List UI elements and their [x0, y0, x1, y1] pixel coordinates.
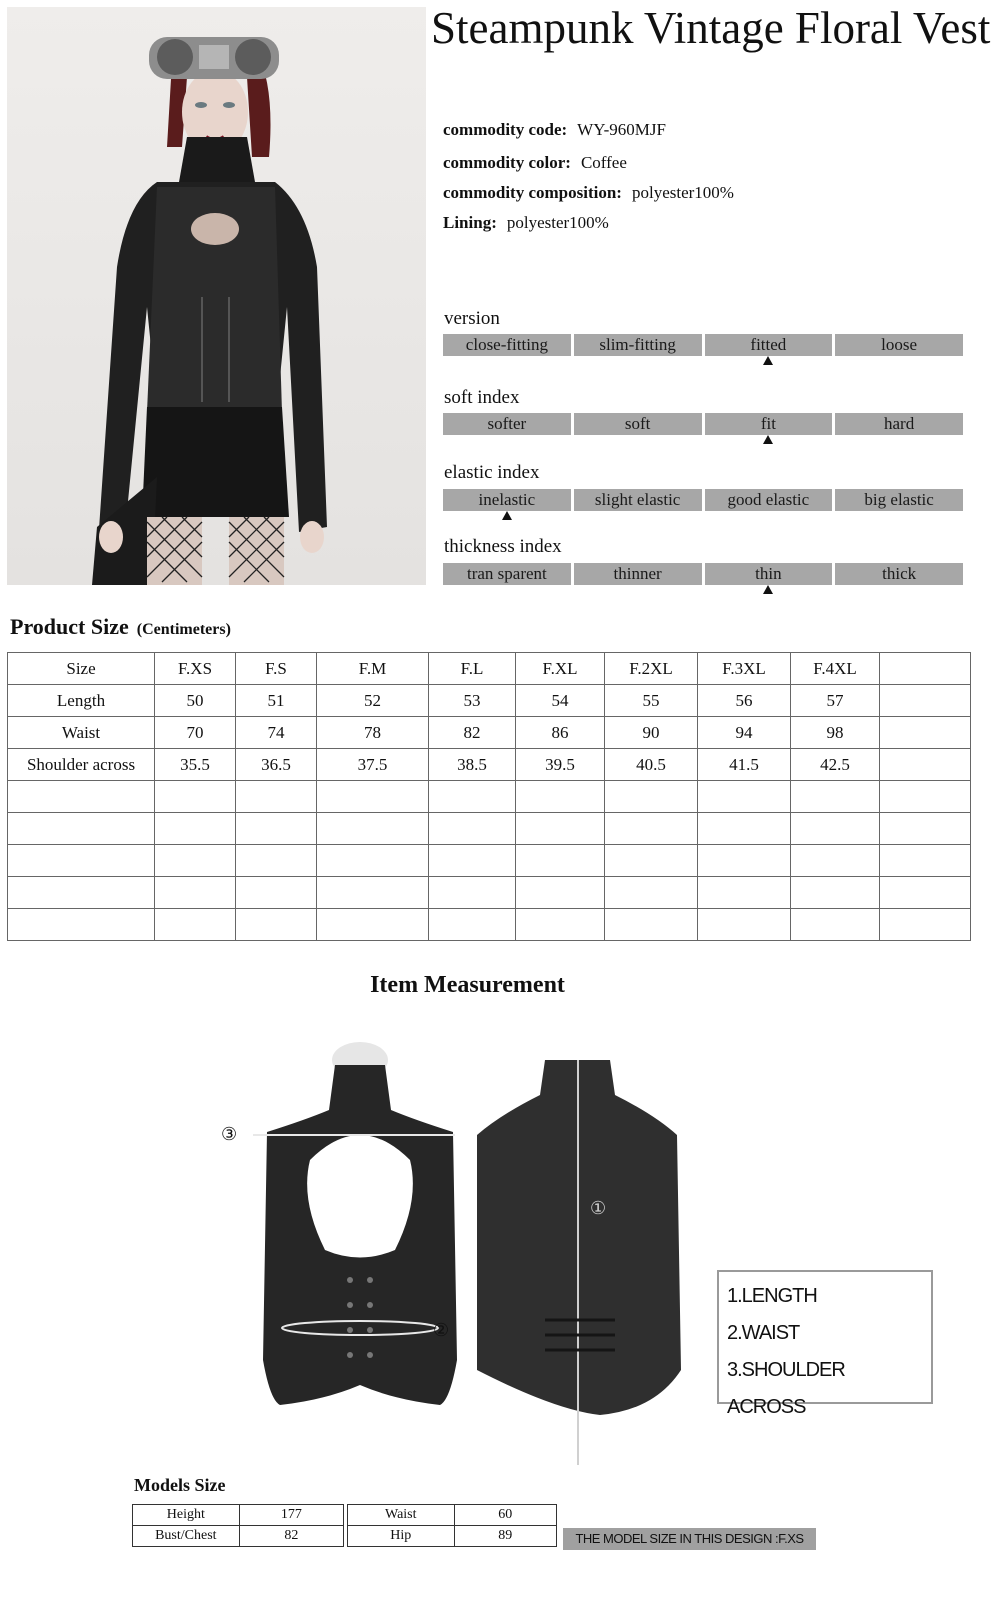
size-chart-heading [10, 614, 231, 640]
version-option: close-fitting [443, 334, 571, 356]
version-selected-marker-icon [763, 356, 773, 365]
row-label: Length [8, 685, 155, 717]
legend-item: 1.LENGTH [727, 1285, 817, 1307]
version-title: version [444, 308, 500, 329]
header-cell: F.L [429, 653, 516, 685]
table-cell: 55 [605, 685, 698, 717]
table-cell: 70 [155, 717, 236, 749]
header-cell: F.XL [516, 653, 605, 685]
table-row [8, 685, 971, 717]
elastic-index-option: big elastic [835, 489, 963, 511]
length-marker-icon: ① [590, 1198, 607, 1218]
elastic-index-selected-marker-icon [502, 511, 512, 520]
table-cell: 41.5 [698, 749, 791, 781]
table-cell: 50 [155, 685, 236, 717]
table-cell: 35.5 [155, 749, 236, 781]
thickness-index-option: tran sparent [443, 563, 571, 585]
size-chart-table [7, 652, 971, 941]
spec-value: WY-960MJF [577, 120, 666, 139]
header-cell: Size [8, 653, 155, 685]
version-option: fitted [705, 334, 833, 356]
model-measure-label: Height [133, 1505, 240, 1526]
table-cell [880, 685, 971, 717]
soft-index-option: fit [705, 413, 833, 435]
empty-table-row [8, 845, 971, 877]
elastic-index-option: slight elastic [574, 489, 702, 511]
waist-marker-icon: ② [433, 1320, 450, 1340]
legend-item: 3.SHOULDER ACROSS [727, 1359, 845, 1418]
spec-lining [443, 213, 609, 233]
table-cell: 82 [429, 717, 516, 749]
size-chart-header-row [8, 653, 971, 685]
measurement-legend [717, 1270, 933, 1418]
table-cell: 37.5 [317, 749, 429, 781]
header-cell: F.S [236, 653, 317, 685]
table-cell: 90 [605, 717, 698, 749]
thickness-index-option: thick [835, 563, 963, 585]
size-chart-unit: (Centimeters) [136, 621, 231, 638]
table-cell: 74 [236, 717, 317, 749]
empty-table-row [8, 781, 971, 813]
header-cell: F.3XL [698, 653, 791, 685]
empty-table-row [8, 813, 971, 845]
legend-item: 2.WAIST [727, 1322, 800, 1344]
table-row [348, 1505, 557, 1526]
spec-commodity-color [443, 153, 627, 173]
empty-table-row [8, 909, 971, 941]
table-cell: 86 [516, 717, 605, 749]
spec-value: Coffee [580, 153, 627, 172]
model-measure-label: Hip [348, 1526, 455, 1547]
table-row [133, 1526, 344, 1547]
table-cell: 98 [791, 717, 880, 749]
table-row [8, 749, 971, 781]
elastic-index-option: inelastic [443, 489, 571, 511]
thickness-index-title: thickness index [444, 536, 562, 557]
row-label: Waist [8, 717, 155, 749]
vest-illustration [215, 1040, 695, 1470]
table-cell: 94 [698, 717, 791, 749]
table-cell: 78 [317, 717, 429, 749]
table-cell: 39.5 [516, 749, 605, 781]
table-cell: 40.5 [605, 749, 698, 781]
table-cell: 51 [236, 685, 317, 717]
thickness-index-bar [443, 563, 963, 585]
version-option: slim-fitting [574, 334, 702, 356]
header-cell: F.4XL [791, 653, 880, 685]
table-cell: 42.5 [791, 749, 880, 781]
table-cell: 38.5 [429, 749, 516, 781]
model-figure-illustration [7, 7, 426, 585]
model-measure-label: Waist [348, 1505, 455, 1526]
table-row [133, 1505, 344, 1526]
soft-index-option: hard [835, 413, 963, 435]
size-chart-title: Product Size [10, 614, 129, 639]
spec-value: polyester100% [631, 183, 734, 202]
vest-back-illustration [477, 1060, 681, 1465]
header-cell: F.M [317, 653, 429, 685]
table-cell: 54 [516, 685, 605, 717]
table-cell [880, 717, 971, 749]
header-cell: F.2XL [605, 653, 698, 685]
spec-value: polyester100% [506, 213, 609, 232]
spec-commodity-composition [443, 183, 734, 203]
shoulder-marker-icon: ③ [221, 1124, 238, 1144]
version-bar [443, 334, 963, 356]
header-cell: F.XS [155, 653, 236, 685]
thickness-index-option: thin [705, 563, 833, 585]
spec-label: commodity color: [443, 153, 571, 172]
row-label: Shoulder across [8, 749, 155, 781]
model-measure-value: 60 [454, 1505, 556, 1526]
model-measure-label: Bust/Chest [133, 1526, 240, 1547]
model-measure-value: 82 [239, 1526, 343, 1547]
spec-label: commodity composition: [443, 183, 622, 202]
version-option: loose [835, 334, 963, 356]
model-photo [7, 7, 426, 585]
header-cell [880, 653, 971, 685]
models-size-table-left [132, 1504, 344, 1547]
model-size-note: THE MODEL SIZE IN THIS DESIGN :F.XS [563, 1528, 816, 1550]
table-row [348, 1526, 557, 1547]
soft-index-option: soft [574, 413, 702, 435]
model-measure-value: 177 [239, 1505, 343, 1526]
spec-label: commodity code: [443, 120, 568, 139]
table-cell: 36.5 [236, 749, 317, 781]
table-cell: 56 [698, 685, 791, 717]
product-title: Steampunk Vintage Floral Vest [431, 3, 991, 53]
spec-label: Lining: [443, 213, 497, 232]
elastic-index-title: elastic index [444, 462, 540, 483]
table-row [8, 717, 971, 749]
table-cell: 53 [429, 685, 516, 717]
vest-measurement-diagram [215, 1040, 695, 1470]
soft-index-bar [443, 413, 963, 435]
soft-index-option: softer [443, 413, 571, 435]
table-cell: 52 [317, 685, 429, 717]
model-measure-value: 89 [454, 1526, 556, 1547]
item-measurement-title: Item Measurement [370, 972, 565, 998]
models-size-table-right [347, 1504, 557, 1547]
vest-front-illustration [253, 1042, 457, 1405]
elastic-index-bar [443, 489, 963, 511]
soft-index-selected-marker-icon [763, 435, 773, 444]
soft-index-title: soft index [444, 387, 520, 408]
table-cell: 57 [791, 685, 880, 717]
spec-commodity-code [443, 120, 666, 140]
table-cell [880, 749, 971, 781]
thickness-index-option: thinner [574, 563, 702, 585]
empty-table-row [8, 877, 971, 909]
elastic-index-option: good elastic [705, 489, 833, 511]
thickness-index-selected-marker-icon [763, 585, 773, 594]
models-size-heading: Models Size [134, 1475, 226, 1495]
